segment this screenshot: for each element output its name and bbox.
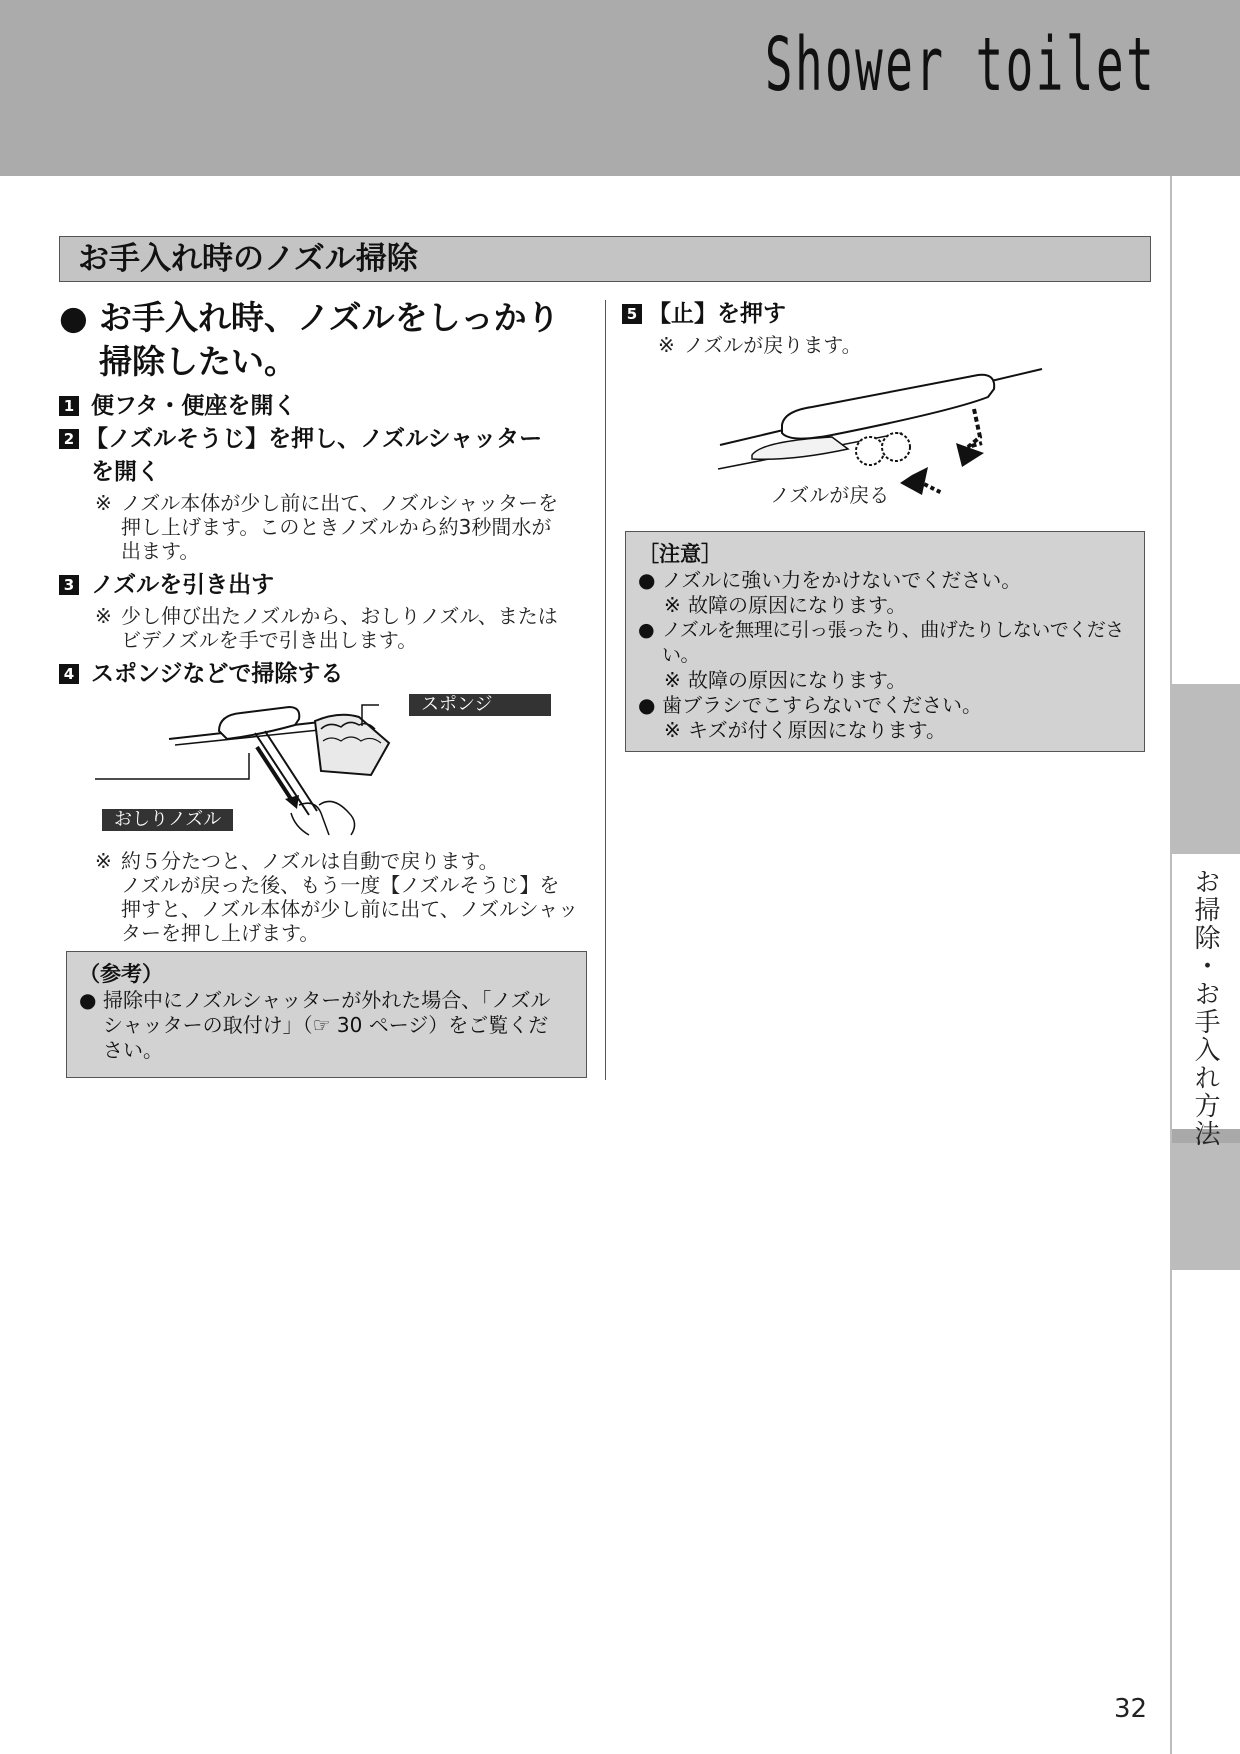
reference-box-title: （参考） — [79, 962, 163, 986]
note-line: 少し伸び出たノズルから、おしりノズル、または — [121, 604, 558, 628]
step-4 — [59, 658, 595, 691]
note-mark: ※ — [664, 593, 681, 617]
caution-bullet: ● — [638, 568, 656, 592]
right-column — [622, 296, 1150, 752]
column-divider — [605, 300, 606, 1080]
note-line: 押し上げます。このときノズルから約3秒間水が — [121, 515, 552, 539]
step-3-text: ノズルを引き出す — [91, 572, 275, 598]
sponge-label: スポンジ — [409, 694, 551, 716]
note-line: 約５分たつと、ノズルは自動で戻ります。 — [121, 849, 499, 873]
caution-note: キズが付く原因になります。 — [688, 718, 946, 742]
step-3-number: 3 — [59, 575, 79, 595]
caution-item-3 — [638, 693, 1132, 718]
caution-box-title: ［注意］ — [638, 542, 722, 566]
heading-bullet: ● — [59, 298, 88, 337]
step-5-note — [622, 333, 1150, 357]
step-5 — [622, 298, 1150, 331]
side-tab-label: お掃除・お手入れ方法 — [1190, 868, 1220, 1148]
step-2-text-line2: を開く — [91, 459, 160, 485]
caution-box — [625, 531, 1145, 752]
note-line: ノズル本体が少し前に出て、ノズルシャッターを — [121, 491, 559, 515]
page-header — [0, 0, 1240, 176]
note-line: ビデノズルを手で引き出します。 — [121, 628, 418, 652]
caution-item-1-note — [638, 593, 1132, 618]
step-1-text: 便フタ・便座を開く — [91, 393, 297, 419]
note-line: ノズルが戻った後、もう一度【ノズルそうじ】を — [121, 873, 560, 897]
caution-item-3-note — [638, 718, 1132, 743]
reference-item — [79, 988, 574, 1063]
reference-box — [66, 951, 587, 1078]
step-2-number: 2 — [59, 429, 79, 449]
caution-note: 故障の原因になります。 — [688, 668, 907, 692]
nozzle-return-label: ノズルが戻る — [770, 483, 890, 507]
note-mark: ※ — [95, 604, 112, 628]
step-3 — [59, 569, 595, 602]
caution-text: ノズルを無理に引っ張ったり、曲げたりしないでください。 — [662, 619, 1124, 666]
heading-line2: 掃除したい。 — [99, 342, 297, 381]
nozzle-return-figure — [622, 363, 1150, 523]
note-line: ターを押し上げます。 — [121, 921, 320, 945]
step-1 — [59, 390, 595, 423]
note-line: 出ます。 — [121, 539, 200, 563]
brand-logo: Shower toilet — [764, 22, 1156, 108]
sponge-cleaning-figure — [59, 695, 595, 845]
heading-line1: お手入れ時、ノズルをしっかり — [99, 298, 560, 337]
main-heading — [59, 296, 595, 384]
reference-line: さい。 — [103, 1038, 163, 1062]
note-mark: ※ — [664, 668, 681, 692]
step-2-note — [59, 491, 595, 563]
note-line: 押すと、ノズル本体が少し前に出て、ノズルシャッ — [121, 897, 579, 921]
step-5-number: 5 — [622, 304, 642, 324]
step-2 — [59, 423, 595, 489]
caution-text: 歯ブラシでこすらないでください。 — [662, 693, 982, 717]
caution-item-2 — [638, 618, 1132, 668]
left-column — [59, 296, 595, 1078]
note-mark: ※ — [95, 491, 112, 515]
step-4-note — [59, 849, 595, 945]
note-mark: ※ — [658, 333, 675, 357]
nozzle-label: おしりノズル — [102, 809, 233, 831]
step-2-text-line1: 【ノズルそうじ】を押し、ノズルシャッター — [85, 426, 543, 452]
note-mark: ※ — [664, 718, 681, 742]
step-5-text: 【止】を押す — [648, 301, 786, 327]
reference-bullet: ● — [79, 988, 97, 1012]
caution-text: ノズルに強い力をかけないでください。 — [662, 568, 1022, 592]
step-3-note — [59, 604, 595, 652]
page-number: 32 — [1114, 1694, 1148, 1724]
step-4-text: スポンジなどで掃除する — [91, 661, 344, 687]
step-4-number: 4 — [59, 664, 79, 684]
caution-item-1 — [638, 568, 1132, 593]
reference-line: 掃除中にノズルシャッターが外れた場合、「ノズル — [103, 988, 551, 1012]
note-line: ノズルが戻ります。 — [684, 333, 862, 357]
step-1-number: 1 — [59, 396, 79, 416]
caution-note: 故障の原因になります。 — [688, 593, 907, 617]
caution-item-2-note — [638, 668, 1132, 693]
note-mark: ※ — [95, 849, 112, 873]
section-title: お手入れ時のノズル掃除 — [59, 236, 1151, 282]
caution-bullet: ● — [638, 619, 655, 641]
caution-bullet: ● — [638, 693, 656, 717]
reference-line: シャッターの取付け」（☞ 30 ページ）をご覧くだ — [103, 1013, 549, 1037]
